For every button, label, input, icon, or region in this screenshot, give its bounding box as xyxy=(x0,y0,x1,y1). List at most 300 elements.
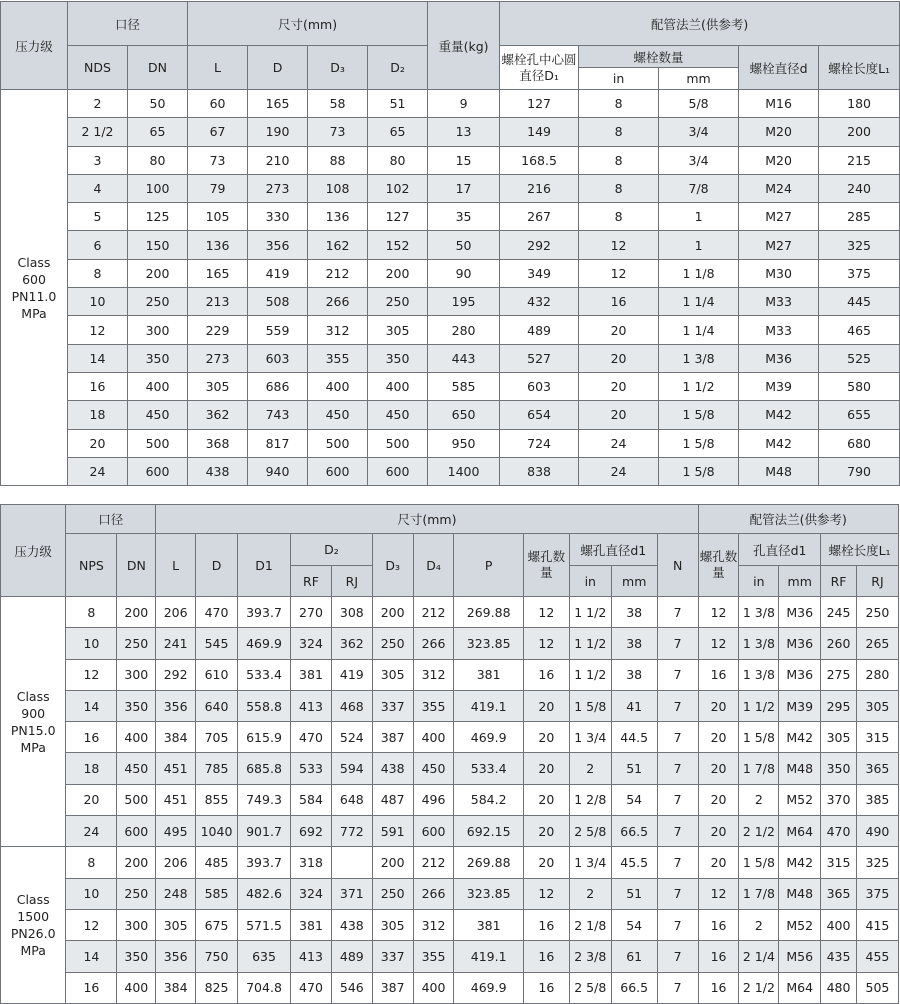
table-cell: 267 xyxy=(500,203,579,231)
table-cell: 533 xyxy=(291,753,332,784)
table-cell: 12 xyxy=(523,878,569,909)
table-cell: 500 xyxy=(117,784,156,815)
table-cell: 210 xyxy=(248,146,308,174)
table-cell: 73 xyxy=(188,146,248,174)
table-cell: 450 xyxy=(308,401,368,429)
table-cell: 250 xyxy=(372,878,413,909)
table-cell: 60 xyxy=(188,90,248,118)
table-cell: 451 xyxy=(156,753,196,784)
t2-hole-dia-header: 螺孔直径d1 xyxy=(569,534,657,566)
table-cell: 20 xyxy=(523,784,569,815)
t2-flange-rf-header: RF xyxy=(821,566,857,597)
table-cell: 212 xyxy=(413,847,454,878)
table-cell: 20 xyxy=(698,690,739,721)
table-cell: 1 1/2 xyxy=(569,659,611,690)
table-cell: 61 xyxy=(611,941,657,972)
table-cell: 655 xyxy=(819,401,900,429)
t2-flange-hole-dia-header: 孔直径d1 xyxy=(739,534,821,566)
table-cell: 490 xyxy=(856,816,898,847)
table-cell: 600 xyxy=(128,457,188,485)
table-cell: M39 xyxy=(779,690,821,721)
t2-d1-header: D1 xyxy=(237,534,290,597)
table-cell: M36 xyxy=(779,659,821,690)
table-cell: 594 xyxy=(331,753,372,784)
bore-header: 口径 xyxy=(68,2,188,46)
table-cell: M42 xyxy=(739,429,819,457)
table-cell: 105 xyxy=(188,203,248,231)
t2-dimensions-header: 尺寸(mm) xyxy=(156,505,698,534)
table-cell: 162 xyxy=(308,231,368,259)
table-cell: 318 xyxy=(291,847,332,878)
table-cell: 14 xyxy=(66,690,117,721)
table-cell: 724 xyxy=(500,429,579,457)
table-cell: 305 xyxy=(372,659,413,690)
table-cell: 20 xyxy=(523,722,569,753)
table-cell: 350 xyxy=(128,344,188,372)
table-cell: 3 xyxy=(68,146,128,174)
table-cell: 387 xyxy=(372,722,413,753)
table-cell: 41 xyxy=(611,690,657,721)
table-cell: 370 xyxy=(821,784,857,815)
table-row xyxy=(1,316,900,344)
table-cell: 1 3/8 xyxy=(659,344,739,372)
table-cell: 195 xyxy=(428,288,500,316)
table-cell: 324 xyxy=(291,878,332,909)
t2-p-header: P xyxy=(454,534,523,597)
table-cell: 387 xyxy=(372,972,413,1003)
table-cell: 640 xyxy=(196,690,238,721)
table-cell: M48 xyxy=(739,457,819,485)
table-cell: 269.88 xyxy=(454,847,523,878)
table-cell: 266 xyxy=(308,288,368,316)
table-cell: 300 xyxy=(117,909,156,940)
table-cell: 704.8 xyxy=(237,972,290,1003)
table-cell: 273 xyxy=(248,174,308,202)
table-cell: 1 1/4 xyxy=(659,288,739,316)
table-cell: 384 xyxy=(156,722,196,753)
table-row xyxy=(1,816,899,847)
table-cell: 400 xyxy=(368,372,428,400)
table-cell: 381 xyxy=(291,659,332,690)
table-cell: 12 xyxy=(66,659,117,690)
table-cell: 559 xyxy=(248,316,308,344)
bolt-qty-header: 螺栓数量 xyxy=(579,46,739,68)
table-cell: 1 5/8 xyxy=(739,722,779,753)
table-cell: 16 xyxy=(523,909,569,940)
table-cell: 65 xyxy=(128,118,188,146)
table-cell: M30 xyxy=(739,259,819,287)
table-cell: 571.5 xyxy=(237,909,290,940)
table-cell: 1 3/4 xyxy=(569,847,611,878)
table-cell: 419 xyxy=(248,259,308,287)
table-cell: M48 xyxy=(779,753,821,784)
table-row xyxy=(1,118,900,146)
table-cell: 2 1/8 xyxy=(569,909,611,940)
table-cell: 685.8 xyxy=(237,753,290,784)
table-cell: 2 5/8 xyxy=(569,816,611,847)
table-cell: 8 xyxy=(579,146,659,174)
table-cell: 350 xyxy=(117,690,156,721)
table-cell: 152 xyxy=(368,231,428,259)
t2-flange-header: 配管法兰(供参考) xyxy=(698,505,898,534)
table-cell: 125 xyxy=(128,203,188,231)
table-cell: 58 xyxy=(308,90,368,118)
table-cell: 650 xyxy=(428,401,500,429)
table-cell: 591 xyxy=(372,816,413,847)
table-cell: 790 xyxy=(819,457,900,485)
table-cell: 315 xyxy=(821,847,857,878)
table-cell: 337 xyxy=(372,941,413,972)
table-cell: 400 xyxy=(821,909,857,940)
pressure-class-line: PN26.0 xyxy=(10,926,56,942)
table-cell: 20 xyxy=(698,847,739,878)
l-header: L xyxy=(188,46,248,90)
table-cell: 356 xyxy=(156,941,196,972)
table-cell: 305 xyxy=(368,316,428,344)
table-cell: 200 xyxy=(117,597,156,628)
pressure-class-line: 1500 xyxy=(17,909,50,925)
table-cell: 20 xyxy=(523,847,569,878)
table-cell: 312 xyxy=(413,659,454,690)
table-cell: 470 xyxy=(291,972,332,1003)
table-row xyxy=(1,753,899,784)
table-cell: 450 xyxy=(368,401,428,429)
table-row xyxy=(1,90,900,118)
t2-d-header: D xyxy=(196,534,238,597)
t2-nps-header: NPS xyxy=(66,534,117,597)
table-cell: 250 xyxy=(117,628,156,659)
nds-header: NDS xyxy=(68,46,128,90)
table-cell: 10 xyxy=(66,878,117,909)
table-cell: 2 xyxy=(739,909,779,940)
table-cell: 305 xyxy=(856,690,898,721)
table-cell: 8 xyxy=(579,118,659,146)
table-cell: 419.1 xyxy=(454,690,523,721)
pressure-class-line: 900 xyxy=(21,705,46,721)
table-cell: 330 xyxy=(248,203,308,231)
table-cell: 250 xyxy=(856,597,898,628)
table-cell: 285 xyxy=(819,203,900,231)
table-row xyxy=(1,259,900,287)
t2-flange-bolt-len-header: 螺栓长度L₁ xyxy=(821,534,899,566)
table-cell: 8 xyxy=(66,847,117,878)
table-cell: 7 xyxy=(657,816,698,847)
table-cell: 12 xyxy=(579,231,659,259)
table-cell: 305 xyxy=(372,909,413,940)
table-cell: 102 xyxy=(368,174,428,202)
pressure-class-header: 压力级 xyxy=(1,2,68,90)
table-cell: 215 xyxy=(819,146,900,174)
bolt-qty-in-header: in xyxy=(579,68,659,90)
table-cell: 1 5/8 xyxy=(659,457,739,485)
table-cell: 950 xyxy=(428,429,500,457)
table-cell: 1 xyxy=(659,203,739,231)
pressure-class-line: MPa xyxy=(20,943,46,959)
table-cell: 44.5 xyxy=(611,722,657,753)
table-cell: 16 xyxy=(698,972,739,1003)
table-cell: M64 xyxy=(779,816,821,847)
table-row xyxy=(1,174,900,202)
table-cell: 749.3 xyxy=(237,784,290,815)
table-cell: 438 xyxy=(331,909,372,940)
table-cell: 2 1/2 xyxy=(68,118,128,146)
table-cell: 482.6 xyxy=(237,878,290,909)
table-cell: 127 xyxy=(500,90,579,118)
table-cell: 38 xyxy=(611,659,657,690)
table-cell: 2 xyxy=(739,784,779,815)
t2-n-header: N xyxy=(657,534,698,597)
table-cell: 615.9 xyxy=(237,722,290,753)
table-cell: 16 xyxy=(523,941,569,972)
table-row xyxy=(1,659,899,690)
pressure-class-label xyxy=(1,597,66,847)
table-cell: 12 xyxy=(698,628,739,659)
table-cell: 51 xyxy=(611,753,657,784)
pressure-class-line: Class xyxy=(17,254,51,270)
table-cell: 356 xyxy=(156,690,196,721)
table-cell: 20 xyxy=(523,690,569,721)
table-cell: 212 xyxy=(308,259,368,287)
table-cell: 600 xyxy=(413,816,454,847)
table-cell: 1 2/8 xyxy=(569,784,611,815)
table-cell: 445 xyxy=(819,288,900,316)
table-cell: 584 xyxy=(291,784,332,815)
table-row xyxy=(1,457,900,485)
table-cell: 54 xyxy=(611,784,657,815)
table-cell: 200 xyxy=(819,118,900,146)
table-cell: 350 xyxy=(117,941,156,972)
table-row xyxy=(1,878,899,909)
table-cell: 648 xyxy=(331,784,372,815)
table-cell: 675 xyxy=(196,909,238,940)
table-cell: 901.7 xyxy=(237,816,290,847)
table-cell: 20 xyxy=(523,753,569,784)
table-cell: 45.5 xyxy=(611,847,657,878)
table-cell: 240 xyxy=(819,174,900,202)
table-cell: 12 xyxy=(66,909,117,940)
table-cell: 1 1/4 xyxy=(659,316,739,344)
table-cell: 495 xyxy=(156,816,196,847)
table-cell: 200 xyxy=(117,847,156,878)
table-cell: 8 xyxy=(68,259,128,287)
table-cell: 705 xyxy=(196,722,238,753)
table-cell: 16 xyxy=(698,659,739,690)
table-cell: 2 1/2 xyxy=(739,816,779,847)
table-cell: 13 xyxy=(428,118,500,146)
table-cell: 393.7 xyxy=(237,597,290,628)
table-cell: 323.85 xyxy=(454,878,523,909)
table-row xyxy=(1,784,899,815)
table-cell: 312 xyxy=(413,909,454,940)
t2-d2-rj-header: RJ xyxy=(331,566,372,597)
table-cell: 393.7 xyxy=(237,847,290,878)
table-cell: 206 xyxy=(156,847,196,878)
table-cell: 10 xyxy=(68,288,128,316)
table-cell: 248 xyxy=(156,878,196,909)
table-cell: 16 xyxy=(66,722,117,753)
table-cell: 2 1/4 xyxy=(739,941,779,972)
table-cell: 362 xyxy=(331,628,372,659)
table-cell: 8 xyxy=(579,174,659,202)
d2-header: D₂ xyxy=(368,46,428,90)
table-cell: 603 xyxy=(248,344,308,372)
table-cell: 24 xyxy=(579,457,659,485)
table-cell: 356 xyxy=(248,231,308,259)
table-cell: 20 xyxy=(698,722,739,753)
table-cell: 375 xyxy=(856,878,898,909)
table-cell: M33 xyxy=(739,316,819,344)
table-cell: 280 xyxy=(428,316,500,344)
table-cell: 292 xyxy=(500,231,579,259)
d3-header: D₃ xyxy=(308,46,368,90)
t2-l-header: L xyxy=(156,534,196,597)
table-cell: 66.5 xyxy=(611,972,657,1003)
pressure-class-label xyxy=(1,847,66,1003)
table-cell: 12 xyxy=(523,628,569,659)
table-cell: 415 xyxy=(856,909,898,940)
table-cell: 216 xyxy=(500,174,579,202)
bolt-dia-header: 螺栓直径d xyxy=(739,46,819,90)
table-cell: 381 xyxy=(454,909,523,940)
table-cell: 1 1/8 xyxy=(659,259,739,287)
table-cell: 200 xyxy=(372,847,413,878)
table-cell: 355 xyxy=(413,941,454,972)
table-cell: 9 xyxy=(428,90,500,118)
table-cell: 1 7/8 xyxy=(739,878,779,909)
table-cell: 362 xyxy=(188,401,248,429)
table-cell: 7 xyxy=(657,972,698,1003)
table-cell: 315 xyxy=(856,722,898,753)
table-cell: 545 xyxy=(196,628,238,659)
table-cell: 603 xyxy=(500,372,579,400)
t2-hole-dia-in-header: in xyxy=(569,566,611,597)
t2-d2-header: D₂ xyxy=(291,534,373,566)
table-cell: 305 xyxy=(821,722,857,753)
table-cell-empty xyxy=(331,847,372,878)
table-cell: 136 xyxy=(188,231,248,259)
table-cell: 546 xyxy=(331,972,372,1003)
table-cell: M27 xyxy=(739,231,819,259)
table-cell: 635 xyxy=(237,941,290,972)
table-cell: 527 xyxy=(500,344,579,372)
table-cell: 20 xyxy=(698,753,739,784)
table-cell: 384 xyxy=(156,972,196,1003)
table-cell: 20 xyxy=(698,784,739,815)
table-cell: 465 xyxy=(819,316,900,344)
table-cell: M20 xyxy=(739,118,819,146)
table-cell: 400 xyxy=(308,372,368,400)
table-cell: 365 xyxy=(821,878,857,909)
table-cell: 825 xyxy=(196,972,238,1003)
pressure-class-line: 600 xyxy=(22,271,46,287)
table-cell: 772 xyxy=(331,816,372,847)
table-cell: M64 xyxy=(779,972,821,1003)
weight-header: 重量(kg) xyxy=(428,2,500,90)
t2-flange-rj-header: RJ xyxy=(856,566,898,597)
table-cell: 323.85 xyxy=(454,628,523,659)
table-cell: 250 xyxy=(372,628,413,659)
table-cell: 90 xyxy=(428,259,500,287)
pressure-class-label xyxy=(1,90,68,486)
table-cell: 838 xyxy=(500,457,579,485)
table-row xyxy=(1,401,900,429)
table-cell: 206 xyxy=(156,597,196,628)
bolt-circle-header: 螺栓孔中心圆直径D₁ xyxy=(500,46,579,90)
table-cell: 413 xyxy=(291,941,332,972)
table-cell: 16 xyxy=(66,972,117,1003)
table-cell: 7 xyxy=(657,784,698,815)
table-cell: 24 xyxy=(579,429,659,457)
table-cell: 292 xyxy=(156,659,196,690)
table-cell: 480 xyxy=(821,972,857,1003)
table-cell: M16 xyxy=(739,90,819,118)
table-cell: 500 xyxy=(308,429,368,457)
table-cell: 455 xyxy=(856,941,898,972)
table-cell: 20 xyxy=(579,344,659,372)
table-cell: M27 xyxy=(739,203,819,231)
table-cell: 1 1/2 xyxy=(739,690,779,721)
table-cell: 80 xyxy=(368,146,428,174)
table-cell: 51 xyxy=(368,90,428,118)
table-cell: M36 xyxy=(779,628,821,659)
t2-flange-dia-mm-header: mm xyxy=(779,566,821,597)
table-cell: 1 xyxy=(659,231,739,259)
table-cell: 368 xyxy=(188,429,248,457)
table-cell: 200 xyxy=(372,597,413,628)
table-cell: 12 xyxy=(698,597,739,628)
table-cell: 273 xyxy=(188,344,248,372)
class600-rows xyxy=(1,90,900,486)
table-cell: 8 xyxy=(579,203,659,231)
class900-1500-spec-table xyxy=(0,504,899,1004)
table-cell: 419.1 xyxy=(454,941,523,972)
table-cell: 54 xyxy=(611,909,657,940)
table-cell: M52 xyxy=(779,784,821,815)
table-cell: 533.4 xyxy=(454,753,523,784)
table-cell: M24 xyxy=(739,174,819,202)
table-cell: 585 xyxy=(196,878,238,909)
table-cell: 2 5/8 xyxy=(569,972,611,1003)
table-cell: 295 xyxy=(821,690,857,721)
table-cell: 438 xyxy=(188,457,248,485)
table-cell: 324 xyxy=(291,628,332,659)
table-cell: 600 xyxy=(117,816,156,847)
table-cell: 468 xyxy=(331,690,372,721)
bolt-qty-mm-header: mm xyxy=(659,68,739,90)
table-cell: 580 xyxy=(819,372,900,400)
table-cell: 1 1/2 xyxy=(659,372,739,400)
table-cell: 419 xyxy=(331,659,372,690)
table-cell: 680 xyxy=(819,429,900,457)
table-cell: 2 1/2 xyxy=(739,972,779,1003)
dimensions-header: 尺寸(mm) xyxy=(188,2,428,46)
table-cell: 241 xyxy=(156,628,196,659)
table-cell: 16 xyxy=(698,941,739,972)
table-cell: 600 xyxy=(368,457,428,485)
table-cell: 1 7/8 xyxy=(739,753,779,784)
table-cell: 1 1/2 xyxy=(569,597,611,628)
table-cell: 610 xyxy=(196,659,238,690)
table-cell: 14 xyxy=(66,941,117,972)
table-cell: 558.8 xyxy=(237,690,290,721)
table-cell: 65 xyxy=(368,118,428,146)
table-cell: 371 xyxy=(331,878,372,909)
table-row xyxy=(1,372,900,400)
table-cell: 3/4 xyxy=(659,146,739,174)
table-cell: 365 xyxy=(856,753,898,784)
table-cell: 355 xyxy=(413,690,454,721)
table-cell: 50 xyxy=(428,231,500,259)
